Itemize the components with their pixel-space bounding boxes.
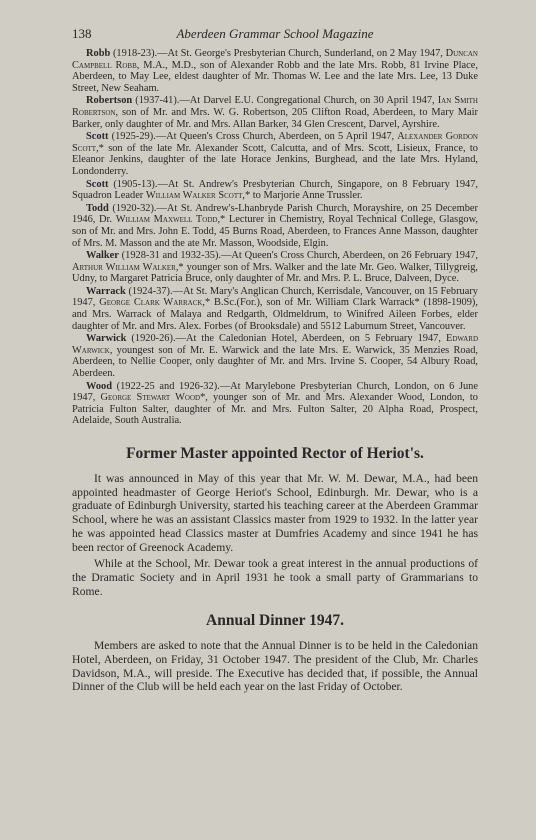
journal-title: Aberdeen Grammar School Magazine	[176, 26, 374, 41]
entry-groom-name: Edward Warwick	[72, 333, 478, 356]
entry-details-rest: ,* younger son of Mrs. Walker and the late Mr. Geo. Walker, Tillygreig, Udny, to Margaret Patricia Bruce, only daughter of Mr. and Mrs. P. L. Bruce, Dalveen, Dyce.	[72, 261, 478, 285]
page-number: 138	[72, 26, 92, 41]
running-head	[72, 26, 478, 42]
entry-surname: Todd	[86, 202, 109, 214]
entry-details: (1918-23).—At St. George's Presbyterian Church, Sunderland, on 2 May 1947,	[110, 48, 446, 59]
marriages-list	[72, 48, 478, 427]
entry-groom-name: George Clark Warrack	[99, 297, 203, 309]
entry-groom-name: Arthur William Walker	[72, 261, 176, 273]
entry-surname: Walker	[86, 250, 119, 262]
entry-surname: Warwick	[86, 333, 127, 345]
entry-details-rest: , son of Mr. and Mrs. W. G. Robertson, 205 Clifton Road, Aberdeen, to Mary Mair Barker, only daughter of Mr. and Mrs. Allan Barker, 34 Glen Crescent, Darvel, Ayrshire.	[72, 106, 478, 130]
entry-groom-name: William Maxwell Todd	[115, 214, 218, 226]
entry-details: (1937-41).—At Darvel E.U. Congregational Church, on 30 April 1947,	[132, 95, 438, 107]
entry-surname: Scott	[86, 131, 109, 143]
entry-surname: Robb	[86, 48, 111, 59]
marriage-entry	[72, 48, 478, 94]
marriage-entry	[72, 250, 478, 285]
entry-details-rest: ,* to Marjorie Anne Trussler.	[242, 190, 363, 202]
marriage-entry	[72, 286, 478, 332]
article-paragraph: It was announced in May of this year that Mr. W. M. Dewar, M.A., had been appointed headmaster of George Heriot's School, Edinburgh. Mr. Dewar, who is a graduate of Edinburgh University, started his teaching career at the Aberdeen Grammar School, where he was an assistant Classics master from 1929 to 1932. In the latter year he was appointed head Classics master at Dumfries Academy and since 1941 he has been rector of Greenock Academy.	[72, 472, 478, 554]
marriage-entry	[72, 179, 478, 202]
entry-details-rest: ,* B.Sc.(For.), son of Mr. William Clark Warrack* (1898-1909), and Mrs. Warrack of Malaya and Redgarth, Oldmeldrum, to Winifred Aileen Forbes, elder daughter of Mr. and Mrs. Alex. Forbes (of Brooksdale) and 5512 Laburnum Street, Vancouver.	[72, 297, 478, 332]
section-heading-rector: Former Master appointed Rector of Heriot's.	[126, 445, 424, 462]
marriage-entry	[72, 381, 478, 427]
entry-details: (1924-37).—At St. Mary's Anglican Church, Kerrisdale, Vancouver, on 15 February 1947,	[72, 285, 478, 309]
marriage-entry	[72, 333, 478, 379]
entry-details: (1928-31 and 1932-35).—At Queen's Cross Church, Aberdeen, on 26 February 1947,	[118, 250, 478, 262]
entry-groom-name: Duncan Campbell Robb	[72, 48, 478, 71]
entry-details: (1920-32).—At St. Andrew's-Lhanbryde Parish Church, Morayshire, on 25 December 1946, Dr.	[72, 202, 478, 226]
entry-surname: Scott	[86, 178, 109, 190]
entry-details-rest: *, younger son of Mr. and Mrs. Alexander Wood, London, to Patricia Fulton Salter, daughter of Mr. and Mrs. Fulton Salter, 20 Alpha Road, Prospect, Adelaide, South Australia.	[72, 392, 478, 427]
entry-details-rest: , M.A., M.D., son of Alexander Robb and the late Mrs. Robb, 81 Irvine Place, Aberdeen, to May Lee, eldest daughter of Mr. Thomas W. Lee and the late Mrs. Lee, 13 Duke Street, New Seaham.	[72, 59, 478, 94]
article-paragraph: While at the School, Mr. Dewar took a great interest in the annual productions of the Dramatic Society and in April 1931 he took a small party of Grammarians to Rome.	[72, 557, 478, 598]
marriage-entry	[72, 203, 478, 249]
entry-surname: Wood	[86, 380, 112, 392]
entry-details: (1920-26).—At the Caledonian Hotel, Aberdeen, on 5 February 1947,	[126, 333, 446, 345]
entry-details: (1905-13).—At St. Andrew's Presbyterian Church, Singapore, on 8 February 1947, Squadron Leader	[72, 178, 478, 202]
entry-details-rest: , youngest son of Mr. E. Warwick and the late Mrs. E. Warwick, 35 Menzies Road, Aberdeen, to Nellie Cooper, only daughter of Mr. and Mrs. Irvine S. Cooper, 54 Albury Road, Aberdeen.	[72, 344, 478, 380]
entry-details-rest: ,* Lecturer in Chemistry, Royal Technical College, Glasgow, son of Mr. and Mrs. John E. Todd, 45 Burns Road, Aberdeen, to Frances Anne Masson, daughter of Mrs. M. Masson and the ate Mr. Masson, Woodside, Elgin.	[72, 214, 479, 249]
entry-groom-name: George Stewart Wood	[100, 392, 201, 404]
marriage-entry	[72, 95, 478, 130]
entry-details: (1922-25 and 1926-32).—At Marylebone Presbyterian Church, London, on 6 June 1947,	[72, 380, 478, 404]
entry-surname: Robertson	[86, 95, 133, 107]
entry-groom-name: Ian Smith Robertson	[72, 95, 478, 118]
entry-details: (1925-29).—At Queen's Cross Church, Aberdeen, on 5 April 1947,	[108, 131, 398, 143]
marriage-entry	[72, 131, 478, 177]
entry-groom-name: Alexander Gordon Scott	[72, 131, 478, 154]
entry-details-rest: ,* son of the late Mr. Alexander Scott, Calcutta, and of Mrs. Scott, Lisieux, France, to Eleanor Jenkins, daughter of the late Horace Jenkins, Burghead, and the late Mrs. Hyland, Londonderry.	[72, 142, 478, 177]
entry-surname: Warrack	[86, 285, 126, 297]
article-paragraph: Members are asked to note that the Annual Dinner is to be held in the Caledonian Hotel, Aberdeen, on Friday, 31 October 1947. The president of the Club, Mr. Charles Davidson, M.A., will preside. The Executive has decided that, if possible, the Annual Dinner of the Club will be held each year on the last Friday of October.	[72, 639, 478, 694]
entry-groom-name: William Walker Scott	[145, 190, 243, 202]
section-heading-dinner: Annual Dinner 1947.	[206, 612, 344, 630]
